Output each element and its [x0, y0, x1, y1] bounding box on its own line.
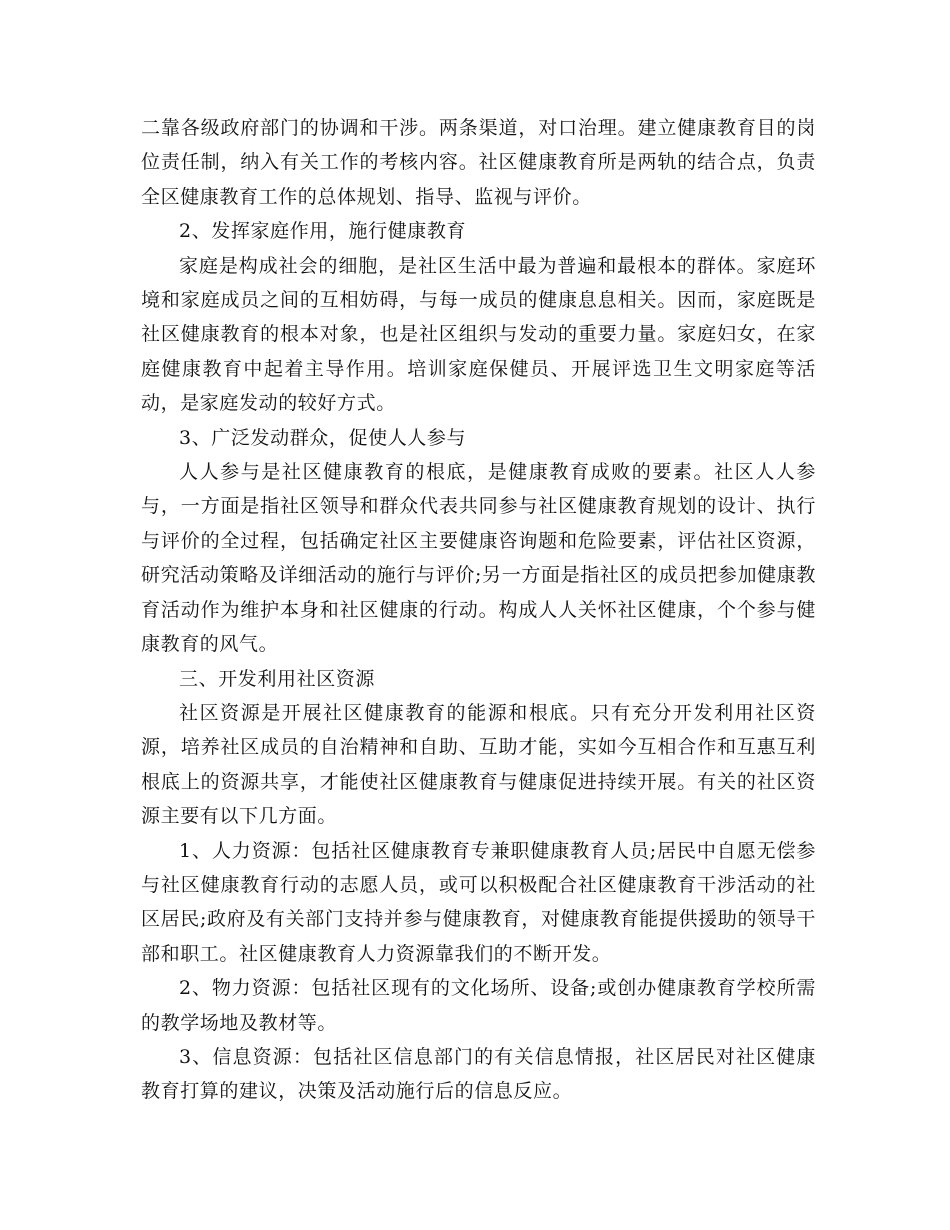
section-heading-community-resources: 三、开发利用社区资源: [179, 667, 376, 690]
paragraph-participation: 人人参与是社区健康教育的根底，是健康教育成败的要素。社区人人参与，一方面是指社区领导和群众代表共同参与社区健康教育规划的设计、执行与评价的全过程，包括确定社区主要健康咨询题和危险要素，评估社区资源，研究活动策略及详细活动的施行与评价;另一方面是指社区的成员把参加健康教育活动作为维护本身和社区健康的行动。构成人人关怀社区健康，个个参与健康教育的风气。: [141, 461, 816, 656]
paragraph-resources: 社区资源是开展社区健康教育的能源和根底。只有充分开发利用社区资源，培养社区成员的自治精神和自助、互助才能，实如今互相合作和互惠互利根底上的资源共享，才能使社区健康教育与健康促进持续开展。有关的社区资源主要有以下几方面。: [141, 701, 816, 828]
paragraph-material-resources: 2、物力资源：包括社区现有的文化场所、设备;或创办健康教育学校所需的教学场地及教材等。: [141, 977, 816, 1034]
paragraph-information-resources: 3、信息资源：包括社区信息部门的有关信息情报，社区居民对社区健康教育打算的建议，决策及活动施行后的信息反应。: [141, 1045, 816, 1103]
paragraph-continuation: 二靠各级政府部门的协调和干涉。两条渠道，对口治理。建立健康教育目的岗位责任制，纳入有关工作的考核内容。社区健康教育所是两轨的结合点，负责全区健康教育工作的总体规划、指导、监视与评价。: [141, 117, 816, 208]
paragraph-family: 家庭是构成社会的细胞，是社区生活中最为普遍和最根本的群体。家庭环境和家庭成员之间的互相妨碍，与每一成员的健康息息相关。因而，家庭既是社区健康教育的根本对象，也是社区组织与发动的重要力量。家庭妇女，在家庭健康教育中起着主导作用。培训家庭保健员、开展评选卫生文明家庭等活动，是家庭发动的较好方式。: [141, 254, 816, 415]
document-body: [141, 111, 816, 1109]
section-heading-mobilize-public: 3、广泛发动群众，促使人人参与: [179, 426, 467, 449]
section-heading-family-role: 2、发挥家庭作用，施行健康教育: [179, 220, 467, 243]
paragraph-human-resources: 1、人力资源：包括社区健康教育专兼职健康教育人员;居民中自愿无偿参与社区健康教育行动的志愿人员，或可以积极配合社区健康教育干涉活动的社区居民;政府及有关部门支持并参与健康教育，对健康教育能提供援助的领导干部和职工。社区健康教育人力资源靠我们的不断开发。: [141, 839, 816, 965]
